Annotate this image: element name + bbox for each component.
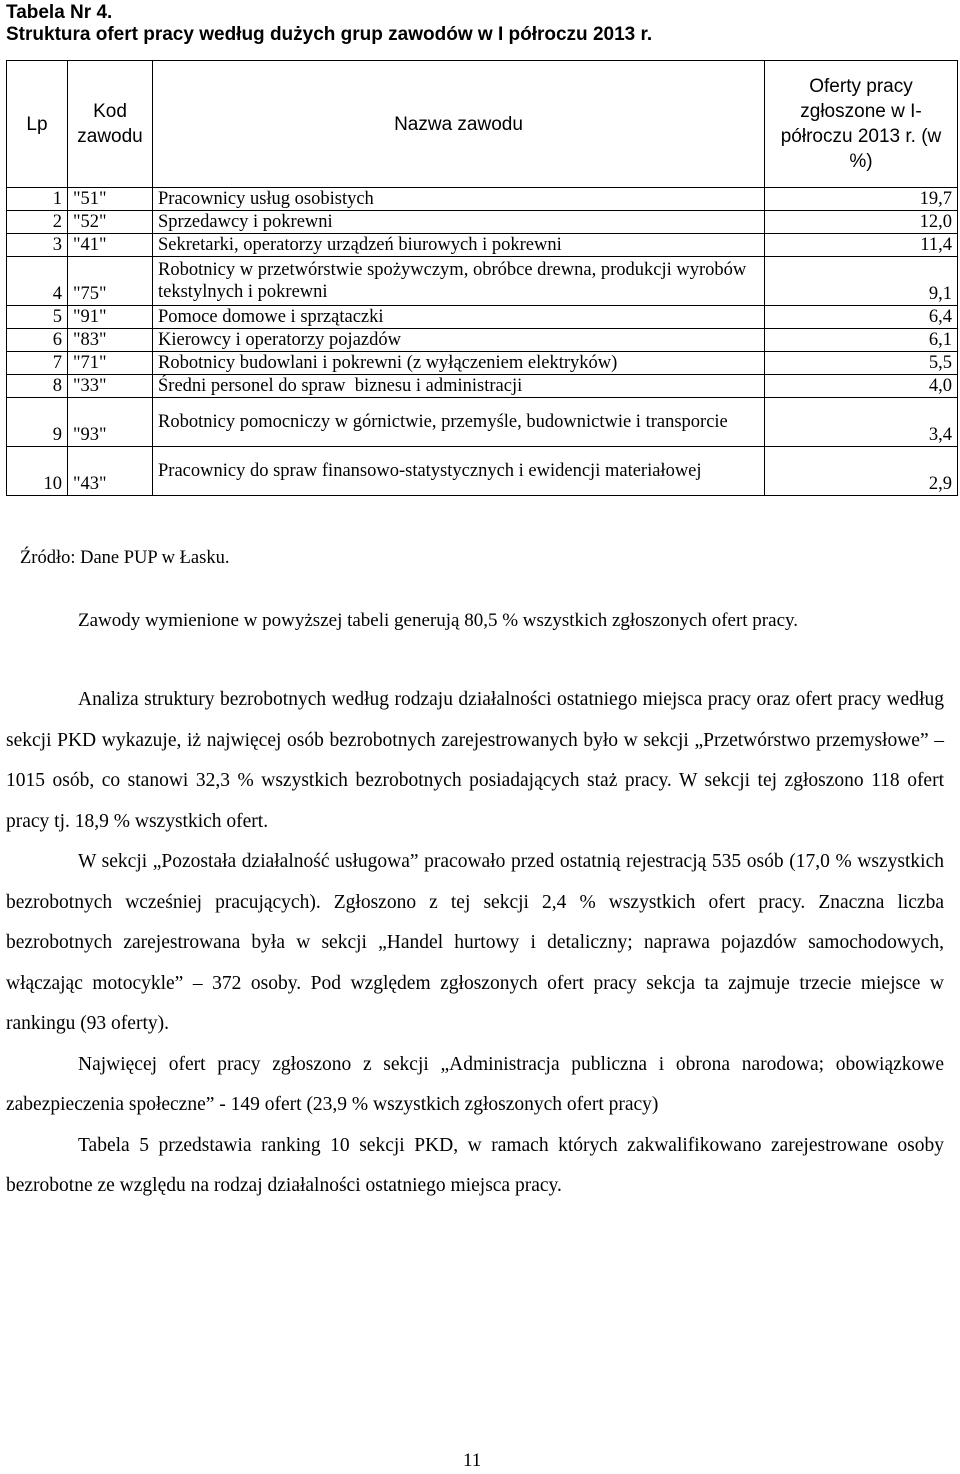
cell-value: 3,4 — [765, 398, 958, 447]
paragraph: Analiza struktury bezrobotnych według rodzaju działalności ostatniego miejsca pracy oraz ofert pracy według sekcji PKD wykazuje, iż najwięcej osób bezrobotnych zarejestrowanych było w sekcji „Przetwórstwo przemysłowe” – 1015 osób, co stanowi 32,3 % wszystkich bezrobotnych posiadających staż pracy. W sekcji tej zgłoszono 118 ofert pracy tj. 18,9 % wszystkich ofert. — [6, 689, 944, 832]
header-code: Kod zawodu — [68, 61, 153, 188]
cell-value: 2,9 — [765, 447, 958, 496]
table-row — [7, 188, 958, 211]
cell-lp: 10 — [7, 447, 68, 496]
paragraph: Najwięcej ofert pracy zgłoszono z sekcji „Administracja publiczna i obrona narodowa; obowiązkowe zabezpieczenia społeczne” - 149 ofert (23,9 % wszystkich zgłoszonych ofert pracy) — [6, 1053, 944, 1115]
header-name: Nazwa zawodu — [153, 61, 765, 188]
table-row — [7, 329, 958, 352]
cell-lp: 9 — [7, 398, 68, 447]
table-caption-title: Struktura ofert pracy według dużych grup zawodów w I półroczu 2013 r. — [6, 24, 653, 45]
table-row — [7, 352, 958, 375]
cell-lp: 8 — [7, 375, 68, 398]
table-row — [7, 306, 958, 329]
offers-table — [6, 60, 958, 496]
table-caption-number: Tabela Nr 4. — [6, 2, 113, 23]
cell-code: "83" — [68, 329, 153, 352]
body-text — [6, 680, 944, 1207]
paragraph: W sekcji „Pozostała działalność usługowa” pracowało przed ostatnią rejestracją 535 osób (17,0 % wszystkich bezrobotnych wcześniej pracujących). Zgłoszono z tej sekcji 2,4 % wszystkich ofert pracy. Znaczna liczba bezrobotnych zarejestrowana była w sekcji „Handel hurtowy i detaliczny; naprawa pojazdów samochodowych, włączając motocykle” – 372 osoby. Pod względem zgłoszonych ofert pracy sekcja ta zajmuje trzecie miejsce w rankingu (93 oferty). — [6, 851, 944, 1034]
cell-value: 11,4 — [765, 234, 958, 257]
table-row — [7, 234, 958, 257]
cell-code: "51" — [68, 188, 153, 211]
cell-value: 6,1 — [765, 329, 958, 352]
table-row — [7, 211, 958, 234]
cell-name: Robotnicy budowlani i pokrewni (z wyłączeniem elektryków) — [153, 352, 765, 375]
cell-name: Pracownicy do spraw finansowo-statystycznych i ewidencji materiałowej — [153, 447, 765, 496]
cell-value: 9,1 — [765, 257, 958, 306]
paragraph: Tabela 5 przedstawia ranking 10 sekcji PKD, w ramach których zakwalifikowano zarejestrowane osoby bezrobotne ze względu na rodzaj działalności ostatniego miejsca pracy. — [6, 1134, 944, 1196]
cell-value: 19,7 — [765, 188, 958, 211]
cell-code: "91" — [68, 306, 153, 329]
cell-name: Sprzedawcy i pokrewni — [153, 211, 765, 234]
cell-code: "43" — [68, 447, 153, 496]
table-row — [7, 398, 958, 447]
cell-value: 4,0 — [765, 375, 958, 398]
cell-code: "71" — [68, 352, 153, 375]
cell-value: 5,5 — [765, 352, 958, 375]
cell-lp: 1 — [7, 188, 68, 211]
cell-code: "52" — [68, 211, 153, 234]
cell-lp: 6 — [7, 329, 68, 352]
cell-value: 12,0 — [765, 211, 958, 234]
cell-name: Kierowcy i operatorzy pojazdów — [153, 329, 765, 352]
cell-code: "41" — [68, 234, 153, 257]
header-lp: Lp — [7, 61, 68, 188]
cell-name: Pracownicy usług osobistych — [153, 188, 765, 211]
cell-name: Średni personel do spraw biznesu i administracji — [153, 375, 765, 398]
cell-code: "33" — [68, 375, 153, 398]
table-source: Źródło: Dane PUP w Łasku. — [20, 548, 230, 568]
cell-lp: 2 — [7, 211, 68, 234]
cell-lp: 4 — [7, 257, 68, 306]
cell-name: Robotnicy pomocniczy w górnictwie, przemyśle, budownictwie i transporcie — [153, 398, 765, 447]
table-header-row — [7, 61, 958, 188]
cell-lp: 5 — [7, 306, 68, 329]
header-value: Oferty pracy zgłoszone w I-półroczu 2013 r. (w %) — [765, 61, 958, 188]
table-row — [7, 257, 958, 306]
page-number: 11 — [463, 1450, 482, 1471]
table-row — [7, 447, 958, 496]
cell-name: Sekretarki, operatorzy urządzeń biurowych i pokrewni — [153, 234, 765, 257]
cell-code: "93" — [68, 398, 153, 447]
cell-lp: 3 — [7, 234, 68, 257]
cell-name: Pomoce domowe i sprzątaczki — [153, 306, 765, 329]
cell-code: "75" — [68, 257, 153, 306]
summary-note: Zawody wymienione w powyższej tabeli generują 80,5 % wszystkich zgłoszonych ofert pracy. — [78, 610, 799, 631]
cell-lp: 7 — [7, 352, 68, 375]
table-row — [7, 375, 958, 398]
cell-value: 6,4 — [765, 306, 958, 329]
cell-name: Robotnicy w przetwórstwie spożywczym, obróbce drewna, produkcji wyrobów tekstylnych i pokrewni — [153, 257, 765, 306]
